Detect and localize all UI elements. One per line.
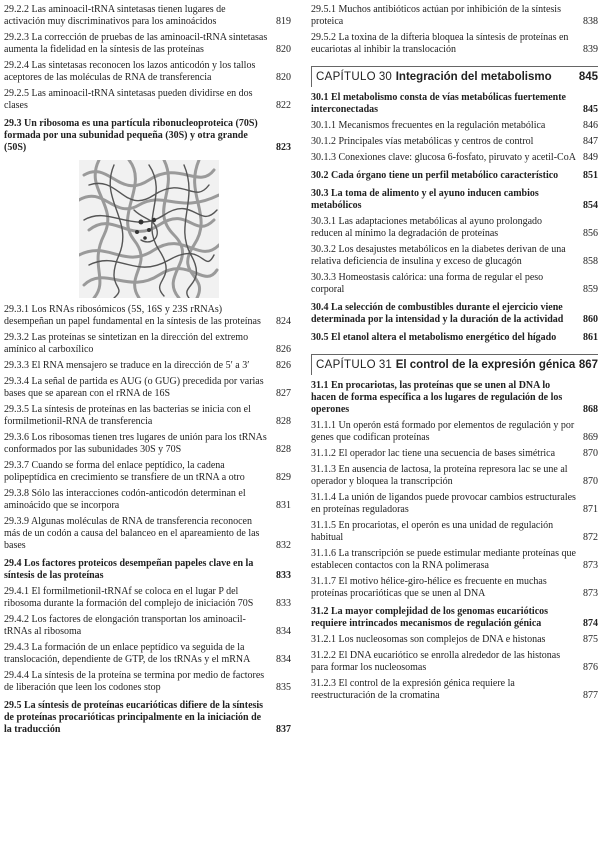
toc-entry-29-3-7[interactable]: 29.3.7 Cuando se forma del enlace peptídico, la cadena polipeptídica en crecimiento se transfiere de un tRNA a otro 829	[4, 460, 291, 483]
toc-section-31-1[interactable]: 31.1 En procariotas, las proteínas que se unen al DNA lo hacen de forma específica a los lugares de regulación de los operones 868	[311, 380, 598, 415]
toc-entry-29-3-2[interactable]: 29.3.2 Las proteínas se sintetizan en la dirección del extremo amínico al carboxílico 826	[4, 332, 291, 355]
toc-entry-29-4-2[interactable]: 29.4.2 Los factores de elongación transportan los aminoacil-tRNAs al ribosoma 834	[4, 614, 291, 637]
toc-entry-29-3-3[interactable]: 29.3.3 El RNA mensajero se traduce en la dirección de 5′ a 3′ 826	[4, 360, 291, 371]
toc-entry-31-1-5[interactable]: 31.1.5 En procariotas, el operón es una unidad de regulación habitual 872	[311, 520, 598, 543]
toc-section-30-5[interactable]: 30.5 El etanol altera el metabolismo energético del hígado 861	[311, 332, 598, 343]
toc-entry-30-3-2[interactable]: 30.3.2 Los desajustes metabólicos en la diabetes derivan de una relativa deficiencia de insulina y exceso de glucagón 858	[311, 244, 598, 267]
toc-entry-29-5-2[interactable]: 29.5.2 La toxina de la difteria bloquea la síntesis de proteínas en eucariotas al inhibir la translocación 839	[311, 32, 598, 55]
toc-entry-29-5-1[interactable]: 29.5.1 Muchos antibióticos actúan por inhibición de la síntesis proteica 838	[311, 4, 598, 27]
toc-entry-29-3-8[interactable]: 29.3.8 Sólo las interacciones codón-anticodón determinan el aminoácido que se incorpora 831	[4, 488, 291, 511]
toc-entry-30-3-3[interactable]: 30.3.3 Homeostasis calórica: una forma de regular el peso corporal 859	[311, 272, 598, 295]
toc-section-29-3[interactable]: 29.3 Un ribosoma es una partícula ribonucleoproteica (70S) formada por una subunidad pequeña (30S) y otra grande (50S) 823	[4, 118, 291, 153]
toc-entry-31-2-3[interactable]: 31.2.3 El control de la expresión génica requiere la reestructuración de la cromatina 877	[311, 678, 598, 701]
toc-entry-31-1-1[interactable]: 31.1.1 Un operón está formado por elementos de regulación y por genes que codifican proteínas 869	[311, 420, 598, 443]
toc-entry-31-2-1[interactable]: 31.2.1 Los nucleosomas son complejos de DNA e histonas 875	[311, 634, 598, 645]
toc-entry-29-2-3[interactable]: 29.2.3 La corrección de pruebas de las aminoacil-tRNA sintetasas aumenta la fidelidad en la síntesis de las proteínas 820	[4, 32, 291, 55]
toc-section-30-3[interactable]: 30.3 La toma de alimento y el ayuno inducen cambios metabólicos 854	[311, 188, 598, 211]
toc-entry-29-4-3[interactable]: 29.4.3 La formación de un enlace peptídico va seguida de la translocación, dependiente de GTP, de los tRNAs y el mRNA 834	[4, 642, 291, 665]
toc-section-29-5[interactable]: 29.5 La síntesis de proteínas eucarióticas difiere de la síntesis de proteínas procarióticas principalmente en la iniciación de la traducción 837	[4, 700, 291, 735]
toc-entry-31-1-7[interactable]: 31.1.7 El motivo hélice-giro-hélice es frecuente en muchas proteínas procarióticas que se unen al DNA 873	[311, 576, 598, 599]
toc-entry-29-4-1[interactable]: 29.4.1 El formilmetionil-tRNAf se coloca en el lugar P del ribosoma durante la formación del complejo de iniciación 70S 833	[4, 586, 291, 609]
ribosome-structure-image	[79, 160, 219, 298]
toc-left-column	[4, 4, 291, 740]
toc-entry-29-3-9[interactable]: 29.3.9 Algunas moléculas de RNA de transferencia reconocen más de un codón a causa del balanceo en el apareamiento de las bases 832	[4, 516, 291, 551]
toc-entry-29-2-4[interactable]: 29.2.4 Las sintetasas reconocen los lazos anticodón y los tallos aceptores de las moléculas de RNA de transferencia 820	[4, 60, 291, 83]
toc-entry-29-3-1[interactable]: 29.3.1 Los RNAs ribosómicos (5S, 16S y 23S rRNAs) desempeñan un papel fundamental en la síntesis de las proteínas 824	[4, 304, 291, 327]
toc-section-30-2[interactable]: 30.2 Cada órgano tiene un perfil metabólico característico 851	[311, 170, 598, 181]
toc-right-column	[311, 4, 598, 706]
toc-section-30-4[interactable]: 30.4 La selección de combustibles durante el ejercicio viene determinada por la intensidad y la duración de la actividad 860	[311, 302, 598, 325]
chapter-30-header[interactable]: CAPÍTULO 30 Integración del metabolismo 845	[311, 66, 598, 87]
toc-section-31-2[interactable]: 31.2 La mayor complejidad de los genomas eucarióticos requiere intrincados mecanismos de regulación génica 874	[311, 606, 598, 629]
toc-entry-29-2-2[interactable]: 29.2.2 Las aminoacil-tRNA sintetasas tienen lugares de activación muy discriminativos para los aminoácidos 819	[4, 4, 291, 27]
toc-entry-30-1-2[interactable]: 30.1.2 Principales vías metabólicas y centros de control 847	[311, 136, 598, 147]
toc-entry-30-1-3[interactable]: 30.1.3 Conexiones clave: glucosa 6-fosfato, piruvato y acetil-CoA 849	[311, 152, 598, 163]
toc-entry-30-1-1[interactable]: 30.1.1 Mecanismos frecuentes en la regulación metabólica 846	[311, 120, 598, 131]
chapter-31-header[interactable]: CAPÍTULO 31 El control de la expresión génica 867	[311, 354, 598, 375]
toc-entry-31-1-6[interactable]: 31.1.6 La transcripción se puede estimular mediante proteínas que establecen contactos con la RNA polimerasa 873	[311, 548, 598, 571]
toc-section-29-4[interactable]: 29.4 Los factores proteicos desempeñan papeles clave en la síntesis de las proteínas 833	[4, 558, 291, 581]
toc-entry-31-1-2[interactable]: 31.1.2 El operador lac tiene una secuencia de bases simétrica 870	[311, 448, 598, 459]
toc-entry-31-1-3[interactable]: 31.1.3 En ausencia de lactosa, la proteína represora lac se une al operador y bloquea la transcripción 870	[311, 464, 598, 487]
toc-entry-29-3-4[interactable]: 29.3.4 La señal de partida es AUG (o GUG) precedida por varias bases que se aparean con el rRNA de 16S 827	[4, 376, 291, 399]
toc-entry-29-3-6[interactable]: 29.3.6 Los ribosomas tienen tres lugares de unión para los tRNAs conformados por las subunidades 30S y 70S 828	[4, 432, 291, 455]
toc-entry-29-2-5[interactable]: 29.2.5 Las aminoacil-tRNA sintetasas pueden dividirse en dos clases 822	[4, 88, 291, 111]
toc-entry-29-3-5[interactable]: 29.3.5 La síntesis de proteínas en las bacterias se inicia con el formilmetionil-RNA de transferencia 828	[4, 404, 291, 427]
toc-entry-30-3-1[interactable]: 30.3.1 Las adaptaciones metabólicas al ayuno prolongado reducen al mínimo la degradación de proteínas 856	[311, 216, 598, 239]
toc-entry-29-4-4[interactable]: 29.4.4 La síntesis de la proteína se termina por medio de factores de liberación que leen los codones stop 835	[4, 670, 291, 693]
toc-entry-31-2-2[interactable]: 31.2.2 El DNA eucariótico se enrolla alrededor de las histonas para formar los nucleosomas 876	[311, 650, 598, 673]
toc-entry-31-1-4[interactable]: 31.1.4 La unión de ligandos puede provocar cambios estructurales en proteínas reguladoras 871	[311, 492, 598, 515]
toc-section-30-1[interactable]: 30.1 El metabolismo consta de vías metabólicas fuertemente interconectadas 845	[311, 92, 598, 115]
